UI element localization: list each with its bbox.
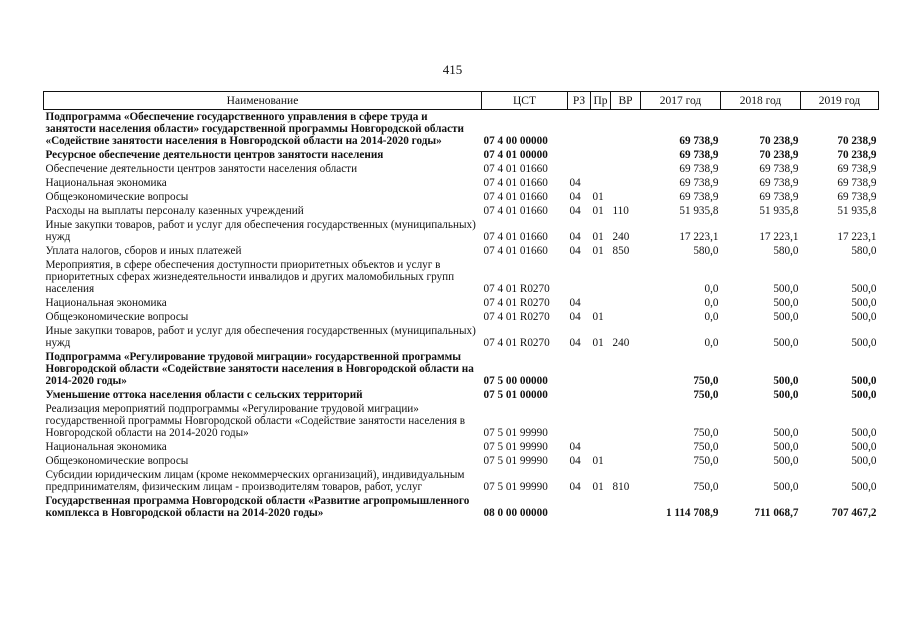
- row-cst: 07 4 01 01660: [483, 177, 548, 189]
- row-value-2017: 750,0: [693, 375, 719, 387]
- row-value-2019: 69 738,9: [837, 163, 877, 175]
- row-value-2019: 69 738,9: [837, 191, 877, 203]
- table-row: [44, 440, 879, 454]
- row-name: Национальная экономика: [45, 177, 167, 189]
- header-2018: 2018 год: [721, 92, 801, 110]
- row-value-2017: 750,0: [693, 481, 719, 493]
- row-value-2019: 500,0: [851, 481, 877, 493]
- row-value-2019: 580,0: [851, 245, 877, 257]
- row-vr: [611, 440, 641, 454]
- row-pr: [591, 350, 611, 388]
- row-cst: 07 5 01 99990: [483, 481, 548, 493]
- row-rz: 04: [569, 245, 581, 257]
- row-name: Обеспечение деятельности центров занятости населения области: [45, 163, 358, 175]
- row-vr: [611, 296, 641, 310]
- row-value-2017: 0,0: [704, 311, 719, 323]
- table-row: [44, 494, 879, 520]
- row-value-2018: 500,0: [773, 283, 799, 295]
- row-value-2018: 711 068,7: [754, 507, 799, 519]
- table-row: [44, 162, 879, 176]
- row-cst: 08 0 00 00000: [483, 507, 548, 519]
- row-rz: [568, 258, 591, 296]
- table-row: [44, 110, 879, 149]
- table-row: [44, 350, 879, 388]
- row-rz: 04: [569, 311, 581, 323]
- row-name: Подпрограмма «Обеспечение государственного управления в сфере труда и занятости населения области» государственной программы Новгородской области «Содействие занятости населения в Новгородской области на 2014-2020 годы»: [45, 111, 464, 147]
- row-cst: 07 4 00 00000: [483, 135, 548, 147]
- table-body: [44, 110, 879, 521]
- row-name: Иные закупки товаров, работ и услуг для обеспечения государственных (муниципальных) нужд: [45, 219, 476, 243]
- row-value-2019: 500,0: [851, 375, 877, 387]
- header-vr: ВР: [611, 92, 641, 110]
- row-value-2019: 69 738,9: [837, 177, 877, 189]
- row-cst: 07 4 01 R0270: [483, 311, 550, 323]
- row-value-2017: 0,0: [704, 283, 719, 295]
- row-value-2018: 69 738,9: [759, 177, 799, 189]
- row-name: Уплата налогов, сборов и иных платежей: [45, 245, 242, 257]
- row-value-2018: 70 238,9: [759, 149, 799, 161]
- row-value-2018: 69 738,9: [759, 191, 799, 203]
- row-value-2019: 500,0: [851, 389, 877, 401]
- row-cst: 07 5 00 00000: [483, 375, 548, 387]
- row-cst: 07 4 01 01660: [483, 191, 548, 203]
- row-pr: [591, 388, 611, 402]
- row-value-2017: 69 738,9: [679, 149, 719, 161]
- row-name: Национальная экономика: [45, 441, 167, 453]
- table-row: [44, 468, 879, 494]
- row-value-2019: 500,0: [851, 297, 877, 309]
- row-value-2019: 17 223,1: [837, 231, 877, 243]
- row-value-2017: 51 935,8: [679, 205, 719, 217]
- row-value-2018: 51 935,8: [759, 205, 799, 217]
- row-pr: 01: [592, 191, 604, 203]
- table-row: [44, 148, 879, 162]
- row-vr: [611, 162, 641, 176]
- header-cst: ЦСТ: [482, 92, 568, 110]
- table-row: [44, 310, 879, 324]
- table-row: [44, 454, 879, 468]
- table-row: [44, 324, 879, 350]
- row-cst: 07 4 01 00000: [483, 149, 548, 161]
- row-cst: 07 5 01 99990: [483, 455, 548, 467]
- row-rz: 04: [569, 191, 581, 203]
- table-row: [44, 258, 879, 296]
- row-vr: 850: [612, 245, 630, 257]
- row-vr: [611, 190, 641, 204]
- row-pr: 01: [592, 455, 604, 467]
- row-rz: [568, 388, 591, 402]
- row-value-2018: 500,0: [773, 389, 799, 401]
- row-value-2019: 500,0: [851, 441, 877, 453]
- row-value-2018: 500,0: [773, 297, 799, 309]
- row-value-2017: 1 114 708,9: [665, 507, 719, 519]
- row-vr: [611, 388, 641, 402]
- table-row: [44, 402, 879, 440]
- table-row: [44, 204, 879, 218]
- row-value-2017: 69 738,9: [679, 191, 719, 203]
- row-pr: [591, 258, 611, 296]
- row-value-2018: 70 238,9: [759, 135, 799, 147]
- row-cst: 07 4 01 R0270: [483, 283, 550, 295]
- row-pr: 01: [592, 231, 604, 243]
- row-pr: [591, 110, 611, 149]
- row-pr: [591, 148, 611, 162]
- row-vr: [611, 310, 641, 324]
- row-pr: [591, 162, 611, 176]
- header-pr: Пр: [591, 92, 611, 110]
- row-rz: [568, 148, 591, 162]
- row-vr: [611, 148, 641, 162]
- row-rz: [568, 494, 591, 520]
- table-row: [44, 296, 879, 310]
- row-rz: [568, 110, 591, 149]
- row-vr: 110: [612, 205, 629, 217]
- row-pr: [591, 296, 611, 310]
- row-value-2017: 750,0: [693, 455, 719, 467]
- row-name: Расходы на выплаты персоналу казенных учреждений: [45, 205, 304, 217]
- row-value-2017: 17 223,1: [679, 231, 719, 243]
- row-value-2017: 69 738,9: [679, 135, 719, 147]
- row-name: Общеэкономические вопросы: [45, 191, 189, 203]
- row-value-2018: 500,0: [773, 427, 799, 439]
- row-value-2018: 500,0: [773, 337, 799, 349]
- row-vr: [611, 494, 641, 520]
- row-rz: 04: [569, 297, 581, 309]
- table-row: [44, 218, 879, 244]
- row-name: Подпрограмма «Регулирование трудовой миграции» государственной программы Новгородской области «Содействие занятости населения в Новгородской области на 2014-2020 годы»: [45, 351, 474, 387]
- row-rz: [568, 402, 591, 440]
- row-cst: 07 4 01 01660: [483, 245, 548, 257]
- row-value-2019: 707 467,2: [831, 507, 877, 519]
- row-value-2018: 580,0: [773, 245, 799, 257]
- row-pr: 01: [592, 311, 604, 323]
- row-name: Ресурсное обеспечение деятельности центров занятости населения: [45, 149, 384, 161]
- row-rz: [568, 350, 591, 388]
- row-vr: [611, 258, 641, 296]
- row-vr: 810: [612, 481, 630, 493]
- row-vr: [611, 110, 641, 149]
- row-vr: [611, 454, 641, 468]
- row-cst: 07 4 01 01660: [483, 205, 548, 217]
- row-rz: 04: [569, 231, 581, 243]
- table-row: [44, 190, 879, 204]
- table-header: [44, 92, 879, 110]
- row-pr: [591, 402, 611, 440]
- row-value-2019: 500,0: [851, 311, 877, 323]
- row-value-2019: 500,0: [851, 337, 877, 349]
- row-pr: 01: [592, 205, 604, 217]
- row-value-2019: 500,0: [851, 455, 877, 467]
- budget-table: [43, 91, 879, 520]
- row-value-2019: 500,0: [851, 283, 877, 295]
- row-cst: 07 4 01 01660: [483, 231, 548, 243]
- row-vr: [611, 176, 641, 190]
- row-name: Общеэкономические вопросы: [45, 311, 189, 323]
- row-name: Уменьшение оттока населения области с сельских территорий: [45, 389, 363, 401]
- page-number: 415: [442, 62, 463, 77]
- row-value-2017: 69 738,9: [679, 163, 719, 175]
- row-value-2019: 70 238,9: [837, 149, 877, 161]
- row-pr: 01: [592, 245, 604, 257]
- header-2019: 2019 год: [801, 92, 879, 110]
- row-pr: [591, 176, 611, 190]
- row-rz: [568, 162, 591, 176]
- row-value-2017: 750,0: [693, 427, 719, 439]
- row-value-2018: 500,0: [773, 481, 799, 493]
- row-value-2017: 0,0: [704, 297, 719, 309]
- row-rz: 04: [569, 337, 581, 349]
- table-row: [44, 176, 879, 190]
- row-vr: 240: [612, 337, 630, 349]
- table-row: [44, 244, 879, 258]
- row-value-2017: 69 738,9: [679, 177, 719, 189]
- row-cst: 07 5 01 99990: [483, 427, 548, 439]
- header-name: Наименование: [44, 92, 482, 110]
- row-name: Национальная экономика: [45, 297, 167, 309]
- row-cst: 07 4 01 R0270: [483, 297, 550, 309]
- row-name: Государственная программа Новгородской области «Развитие агропромышленного комплекса в Новгородской области на 2014-2020 годы»: [45, 495, 470, 519]
- row-pr: 01: [592, 481, 604, 493]
- row-rz: 04: [569, 205, 581, 217]
- row-value-2018: 500,0: [773, 441, 799, 453]
- row-value-2019: 51 935,8: [837, 205, 877, 217]
- row-name: Иные закупки товаров, работ и услуг для обеспечения государственных (муниципальных) нужд: [45, 325, 476, 349]
- table-row: [44, 388, 879, 402]
- row-value-2018: 500,0: [773, 375, 799, 387]
- row-value-2018: 69 738,9: [759, 163, 799, 175]
- row-value-2017: 580,0: [693, 245, 719, 257]
- row-cst: 07 5 01 99990: [483, 441, 548, 453]
- row-name: Субсидии юридическим лицам (кроме некоммерческих организаций), индивидуальным предпринимателям, физическим лицам - производителям товаров, работ, услуг: [45, 469, 465, 493]
- row-value-2019: 70 238,9: [837, 135, 877, 147]
- header-2017: 2017 год: [641, 92, 721, 110]
- row-rz: 04: [569, 481, 581, 493]
- header-rz: РЗ: [568, 92, 591, 110]
- row-cst: 07 4 01 01660: [483, 163, 548, 175]
- row-value-2017: 750,0: [693, 389, 719, 401]
- row-value-2018: 500,0: [773, 311, 799, 323]
- row-value-2017: 750,0: [693, 441, 719, 453]
- row-pr: 01: [592, 337, 604, 349]
- row-pr: [591, 494, 611, 520]
- row-name: Мероприятия, в сфере обеспечения доступности приоритетных объектов и услуг в приоритетных сферах жизнедеятельности инвалидов и других маломобильных групп населения: [45, 259, 455, 295]
- row-value-2018: 500,0: [773, 455, 799, 467]
- row-cst: 07 5 01 00000: [483, 389, 548, 401]
- row-rz: 04: [569, 177, 581, 189]
- row-value-2018: 17 223,1: [759, 231, 799, 243]
- row-vr: 240: [612, 231, 630, 243]
- row-name: Реализация мероприятий подпрограммы «Регулирование трудовой миграции» государственной программы Новгородской области «Содействие занятости населения в Новгородской области на 2014-2020 годы»: [45, 403, 466, 439]
- row-cst: 07 4 01 R0270: [483, 337, 550, 349]
- row-vr: [611, 350, 641, 388]
- row-name: Общеэкономические вопросы: [45, 455, 189, 467]
- row-rz: 04: [569, 441, 581, 453]
- row-value-2017: 0,0: [704, 337, 719, 349]
- row-value-2019: 500,0: [851, 427, 877, 439]
- row-rz: 04: [569, 455, 581, 467]
- row-pr: [591, 440, 611, 454]
- row-vr: [611, 402, 641, 440]
